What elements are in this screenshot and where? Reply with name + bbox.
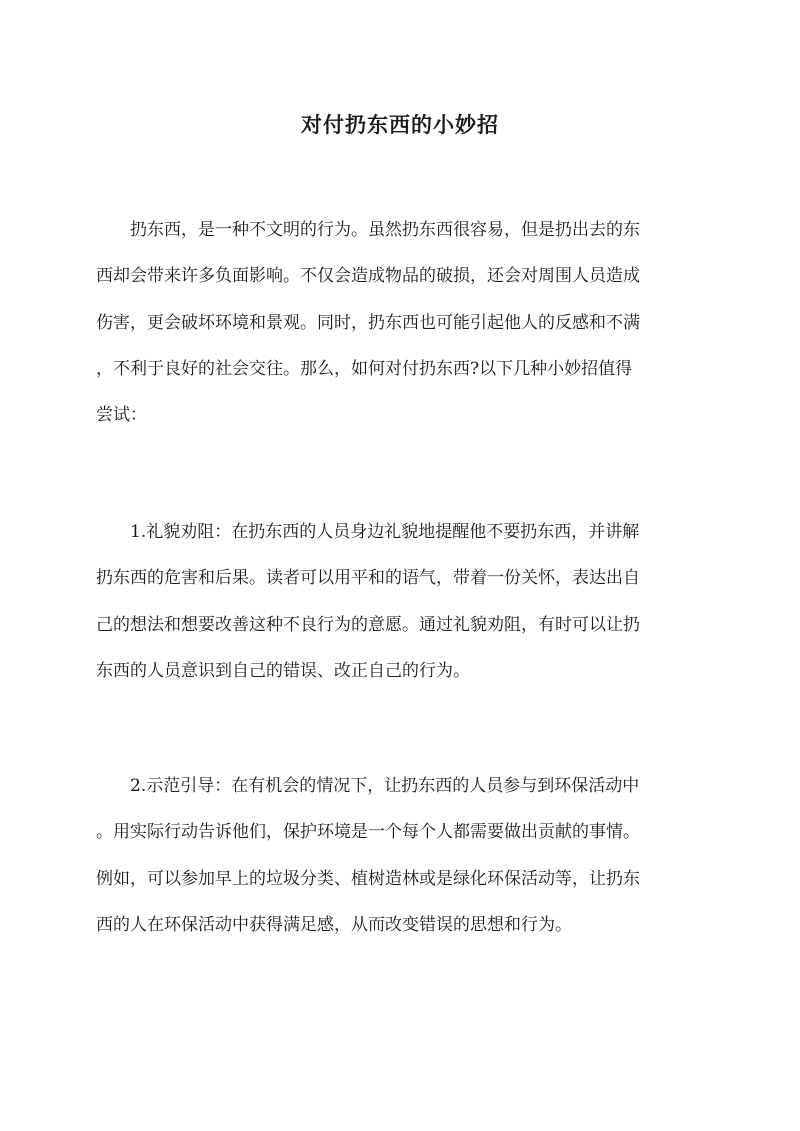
paragraph-line: 扔东西，是一种不文明的行为。虽然扔东西很容易，但是扔出去的东 <box>96 220 640 240</box>
paragraph-line: 己的想法和想要改善这种不良行为的意愿。通过礼貌劝阻，有时可以让扔 <box>96 614 640 635</box>
paragraph-line: 西的人在环保活动中获得满足感，从而改变错误的思想和行为。 <box>96 914 572 935</box>
paragraph-line: 东西的人员意识到自己的错误、改正自己的行为。 <box>96 660 470 681</box>
paragraph-line: 伤害，更会破坏环境和景观。同时，扔东西也可能引起他人的反感和不满 <box>96 312 640 333</box>
paragraph-line: ，不利于良好的社会交往。那么，如何对付扔东西?以下几种小妙招值得 <box>96 358 633 379</box>
paragraph-tip-2 <box>96 763 708 948</box>
paragraph-line: 1.礼貌劝阻：在扔东西的人员身边礼貌地提醒他不要扔东西，并讲解 <box>96 522 640 542</box>
paragraph-line: 西却会带来许多负面影响。不仅会造成物品的破损，还会对周围人员造成 <box>96 266 640 287</box>
document-title: 对付扔东西的小妙招 <box>301 112 499 138</box>
paragraph-line: 2.示范引导：在有机会的情况下，让扔东西的人员参与到环保活动中 <box>96 776 640 796</box>
paragraph-intro <box>96 207 708 438</box>
paragraph-line: 扔东西的危害和后果。读者可以用平和的语气，带着一份关怀，表达出自 <box>96 568 640 589</box>
paragraph-tip-1 <box>96 509 708 694</box>
paragraph-line: 尝试： <box>96 405 147 426</box>
paragraph-line: 例如，可以参加早上的垃圾分类、植树造林或是绿化环保活动等，让扔东 <box>96 868 640 889</box>
paragraph-line: 。用实际行动告诉他们，保护环境是一个每个人都需要做出贡献的事情。 <box>96 822 640 843</box>
